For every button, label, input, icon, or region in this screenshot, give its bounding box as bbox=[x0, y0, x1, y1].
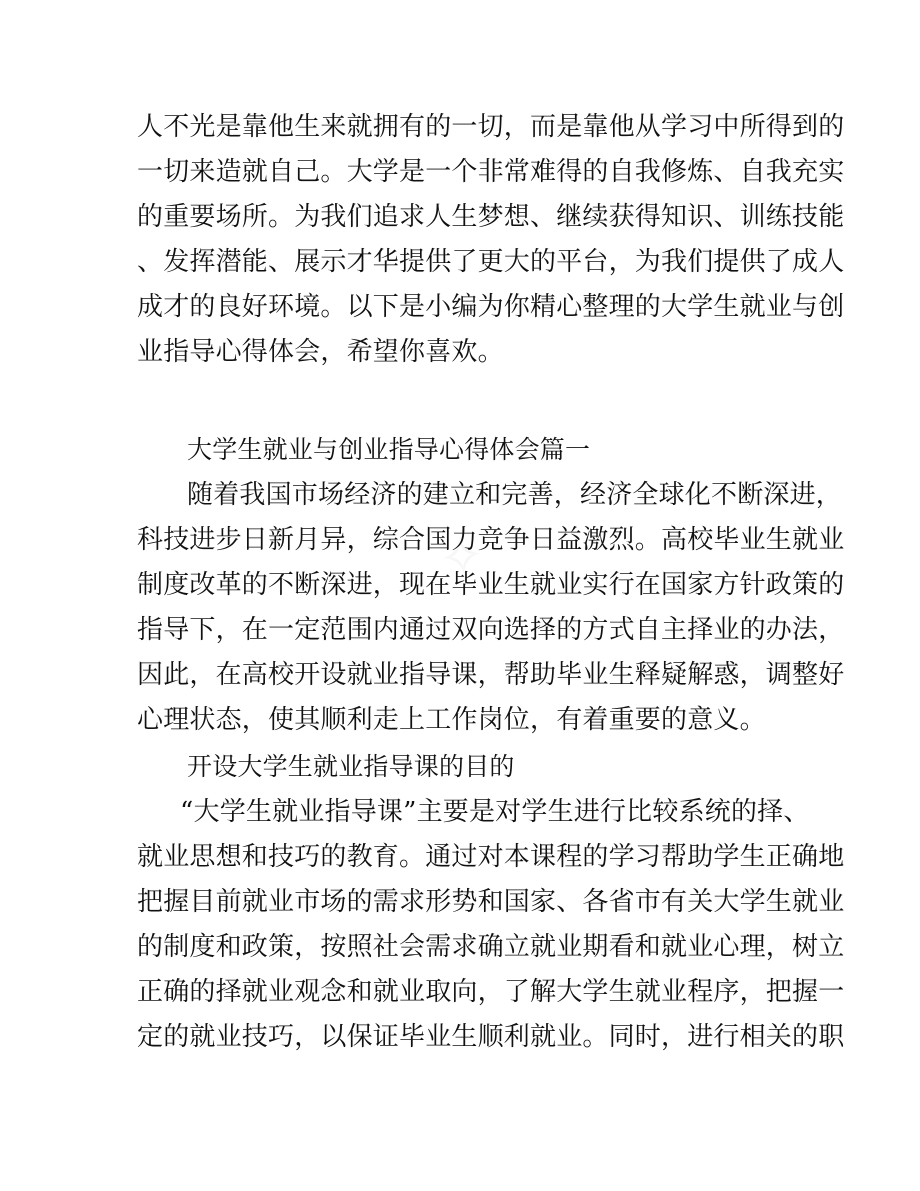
section-heading: 开设大学生就业指导课的目的 bbox=[187, 752, 515, 781]
intro-line: 的重要场所。为我们追求人生梦想、继续获得知识、训练技能 bbox=[137, 202, 845, 232]
section-heading: 大学生就业与创业指导心得体会篇一 bbox=[187, 435, 591, 464]
intro-line: 成才的良好环境。以下是小编为你精心整理的大学生就业与创 bbox=[137, 292, 845, 322]
paragraph-line: 正确的择就业观念和就业取向，了解大学生就业程序，把握一 bbox=[137, 977, 845, 1007]
intro-line: 一切来造就自己。大学是一个非常难得的自我修炼、自我充实 bbox=[137, 157, 845, 187]
paragraph-line: 定的就业技巧，以保证毕业生顺利就业。同时，进行相关的职 bbox=[137, 1022, 845, 1052]
intro-line: 、发挥潜能、展示才华提供了更大的平台，为我们提供了成人 bbox=[137, 247, 845, 277]
paragraph-line: 就业思想和技巧的教育。通过对本课程的学习帮助学生正确地 bbox=[137, 842, 845, 872]
paragraph-line: 制度改革的不断深进，现在毕业生就业实行在国家方针政策的 bbox=[137, 570, 845, 600]
paragraph-line: 科技进步日新月异，综合国力竞争日益激烈。高校毕业生就业 bbox=[137, 525, 845, 555]
paragraph-line: 把握目前就业市场的需求形势和国家、各省市有关大学生就业 bbox=[137, 887, 845, 917]
intro-line: 业指导心得体会，希望你喜欢。 bbox=[137, 337, 504, 367]
paragraph-line: “大学生就业指导课”主要是对学生进行比较系统的择、 bbox=[180, 797, 810, 827]
paragraph-line: 随着我国市场经济的建立和完善，经济全球化不断深进， bbox=[187, 480, 843, 510]
paragraph-line: 的制度和政策，按照社会需求确立就业期看和就业心理，树立 bbox=[137, 932, 845, 962]
intro-line: 人不光是靠他生来就拥有的一切，而是靠他从学习中所得到的 bbox=[137, 112, 845, 142]
paragraph-line: 指导下，在一定范围内通过双向选择的方式自主择业的办法， bbox=[137, 615, 845, 645]
paragraph-line: 心理状态，使其顺利走上工作岗位，有着重要的意义。 bbox=[137, 705, 766, 735]
paragraph-line: 因此，在高校开设就业指导课，帮助毕业生释疑解惑，调整好 bbox=[137, 660, 845, 690]
